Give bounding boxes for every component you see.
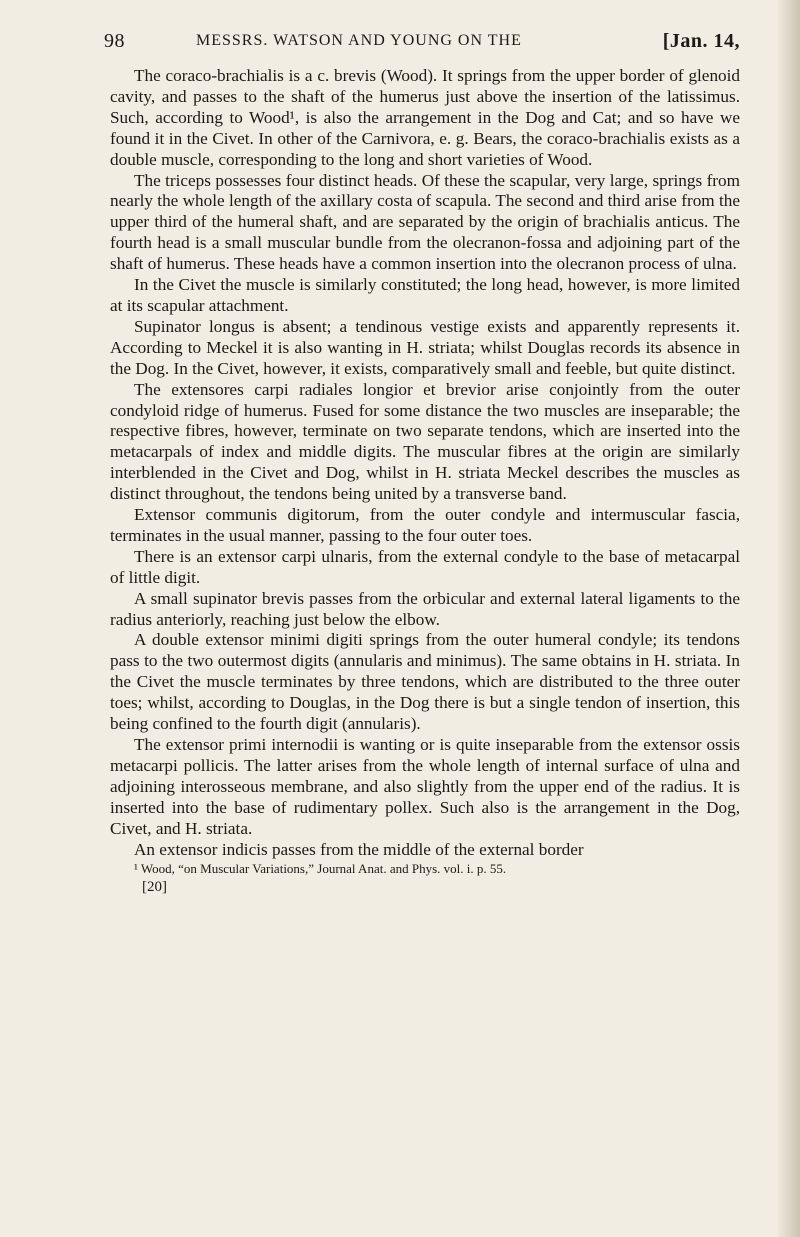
page-number: 98 bbox=[104, 30, 125, 52]
paragraph-coraco-brachialis: The coraco-brachialis is a c. brevis (Wood). It springs from the upper border of glenoid cavity, and passes to the shaft of the humerus just above the insertion of the latissimus. Such, according to Wood¹, is also the arrangement in the Dog and Cat; and so have we found it in the Civet. In other of the Carnivora, e. g. Bears, the coraco-brachialis exists as a double muscle, corresponding to the long and short varieties of Wood. bbox=[110, 66, 740, 169]
paragraph-supinator-brevis: A small supinator brevis passes from the orbicular and external lateral ligaments to the radius anteriorly, reaching just below the elbow. bbox=[110, 588, 740, 629]
paragraph-civet-triceps: In the Civet the muscle is similarly constituted; the long head, however, is more limited at its scapular attachment. bbox=[110, 275, 740, 315]
paragraph-extensores-carpi: The extensores carpi radiales longior et brevior arise conjointly from the outer condyloid ridge of humerus. Fused for some distance the two muscles are inseparable; the respective fibres, however, terminate on two separate tendons, which are inserted into the metacarpals of index and middle digits. The muscular fibres at the origin are similarly interblended in the Civet and Dog, whilst in H. striata Meckel describes the muscles as distinct throughout, the tendons being united by a transverse band. bbox=[110, 379, 740, 504]
paragraph-extensor-indicis: An extensor indicis passes from the middle of the external border bbox=[134, 839, 584, 859]
body-text bbox=[110, 66, 740, 860]
footnote: ¹ Wood, “on Muscular Variations,” Journal Anat. and Phys. vol. i. p. 55. bbox=[134, 861, 507, 877]
paragraph-extensor-carpi-ulnaris: There is an extensor carpi ulnaris, from the external condyle to the base of metacarpal of little digit. bbox=[110, 546, 740, 587]
paragraph-extensor-communis: Extensor communis digitorum, from the outer condyle and intermuscular fascia, terminates in the usual manner, passing to the four outer toes. bbox=[110, 505, 740, 545]
paragraph-triceps: The triceps possesses four distinct heads. Of these the scapular, very large, springs from nearly the whole length of the axillary costa of scapula. The second and third arise from the upper third of the humeral shaft, and are separated by the origin of brachialis anticus. The fourth head is a small muscular bundle from the olecranon-fossa and adjoining part of the shaft of humerus. These heads have a common insertion into the olecranon process of ulna. bbox=[110, 170, 740, 274]
page-edge-shadow bbox=[778, 0, 800, 1237]
header-date: [Jan. 14, bbox=[662, 30, 740, 52]
running-header bbox=[104, 30, 740, 66]
running-title: MESSRS. WATSON AND YOUNG ON THE bbox=[196, 32, 522, 49]
paragraph-supinator-longus: Supinator longus is absent; a tendinous vestige exists and apparently represents it. According to Meckel it is also wanting in H. striata; whilst Douglas records its absence in the Dog. In the Civet, however, it exists, comparatively small and feeble, but quite distinct. bbox=[110, 316, 740, 378]
signature-mark: [20] bbox=[142, 879, 167, 896]
book-page bbox=[104, 30, 740, 896]
paragraph-extensor-minimi-digiti: A double extensor minimi digiti springs from the outer humeral condyle; its tendons pass to the two outermost digits (annularis and minimus). The same obtains in H. striata. In the Civet the muscle terminates by three tendons, which are distributed to the three outer toes; whilst, according to Douglas, in the Dog there is but a single tendon of insertion, this being confined to the fourth digit (annularis). bbox=[110, 630, 740, 734]
paragraph-extensor-primi-internodii: The extensor primi internodii is wanting or is quite inseparable from the extensor ossis metacarpi pollicis. The latter arises from the whole length of internal surface of ulna and adjoining interosseous membrane, and also slightly from the upper end of the radius. It is inserted into the base of rudimentary pollex. Such also is the arrangement in the Dog, Civet, and H. striata. bbox=[110, 735, 740, 838]
